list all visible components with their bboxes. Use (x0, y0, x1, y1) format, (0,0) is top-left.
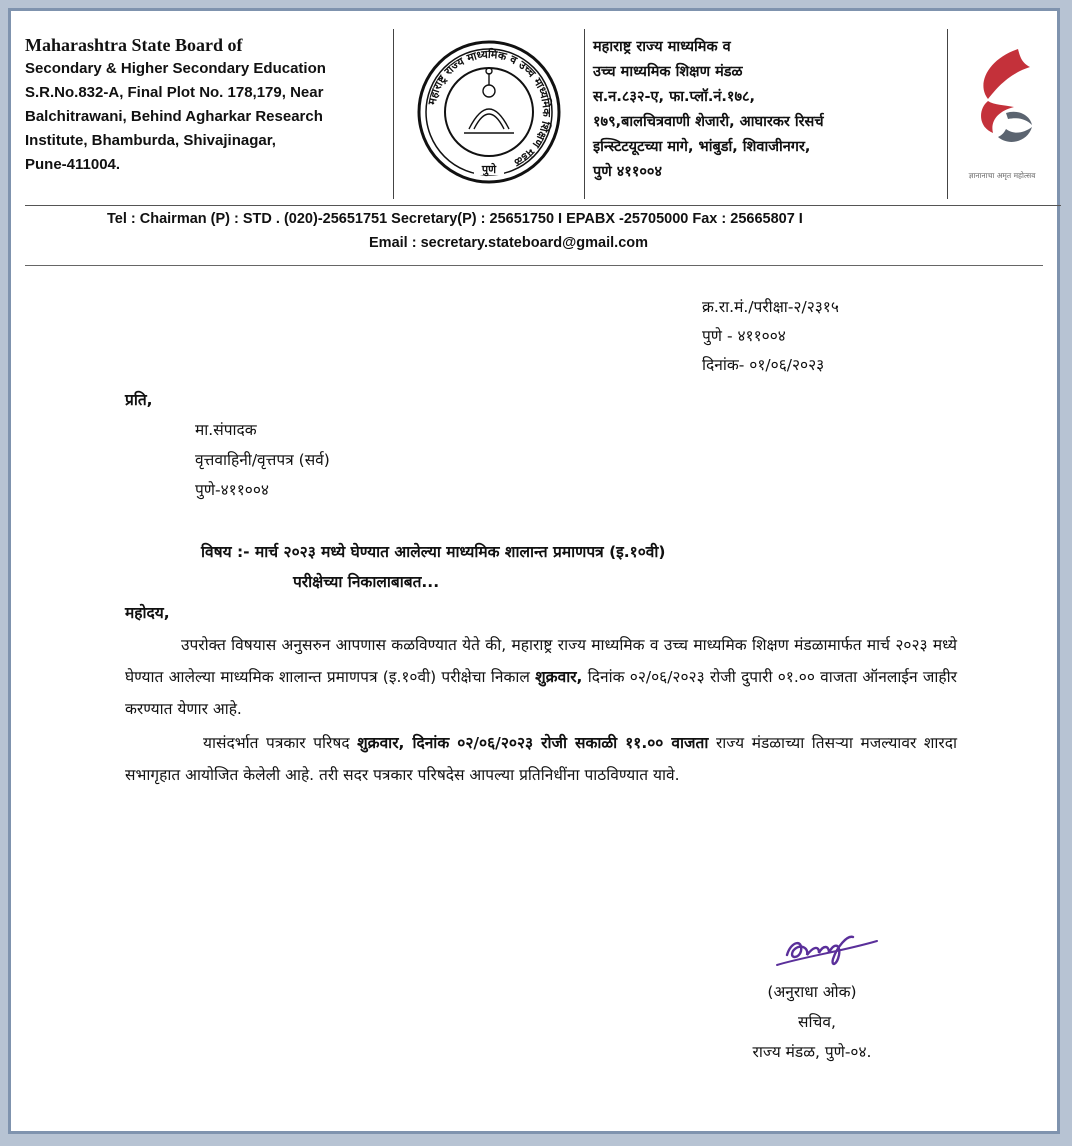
letter-page (17, 17, 1051, 1125)
subject-line: विषय :- मार्च २०२३ मध्ये घेण्यात आलेल्या माध्यमिक शालान्त प्रमाणपत्र (इ.१०वी) (201, 543, 666, 561)
header-divider (25, 265, 1043, 266)
address-line: Balchitrawani, Behind Agharkar Research (25, 108, 323, 125)
body-text: दिनांक ०२/०६/२०२३ रोजी दुपारी ०१.०० वाजता ऑनलाईन जाहीर करण्यात येणार आहे. (125, 668, 957, 718)
document-frame (8, 8, 1060, 1134)
address-line: उच्च माध्यमिक शिक्षण मंडळ (593, 64, 743, 80)
handwritten-signature (773, 921, 883, 977)
english-address (25, 33, 385, 177)
recipient-block (125, 385, 330, 505)
letter-date: दिनांक- ०१/०६/२०२३ (702, 356, 825, 374)
seal-ring-text: महाराष्ट्र राज्य माध्यमिक व उच्च माध्यमिक शिक्षण मंडळ (425, 47, 554, 169)
phone-line: Tel : Chairman (P) : STD . (020)-25651751 Secretary(P) : 25651750 I EPABX -25705000 Fax : 25665807 I (107, 211, 803, 227)
signature-icon (773, 921, 883, 973)
address-line: स.न.८३२-ए, फा.प्लॉ.नं.१७८, (593, 89, 756, 105)
body-text: उपरोक्त विषयास अनुसरुन आपणास कळविण्यात येते की, महाराष्ट्र राज्य माध्यमिक व उच्च माध्यमिक शिक्षण मंडळामार्फत मार्च २०२३ मध्ये घेण्यात आलेल्या माध्यमिक शालान्त प्रमाणपत्र (इ.१०वी) परीक्षेचा निकाल (125, 636, 957, 686)
address-line: पुणे ४११००४ (593, 164, 663, 180)
reference-city: पुणे - ४११००४ (702, 327, 786, 345)
body-text-bold: शुक्रवार, (535, 668, 583, 686)
body-paragraph (125, 727, 957, 791)
jubilee-logo (947, 29, 1056, 199)
recipient-line: वृत्तवाहिनी/वृत्तपत्र (सर्व) (195, 451, 330, 469)
signatory-designation: सचिव, (798, 1013, 836, 1031)
body-text-bold: शुक्रवार, दिनांक ०२/०६/२०२३ रोजी सकाळी ११.०० वाजता (357, 734, 709, 752)
address-line: S.R.No.832-A, Final Plot No. 178,179, Near (25, 84, 324, 101)
recipient-prefix: प्रति, (125, 391, 153, 409)
signatory-name: (अनुराधा ओक) (767, 983, 857, 1001)
subject-block (201, 537, 921, 597)
recipient-line: पुणे-४११००४ (195, 481, 269, 499)
address-line: १७९,बालचित्रवाणी शेजारी, आघारकर रिसर्च (593, 114, 824, 130)
board-seal (393, 29, 585, 199)
reference-block (702, 293, 839, 380)
body-text: राज्य मंडळाच्या तिसऱ्या मजल्यावर शारदा सभागृहात आयोजित केलेली आहे. तरी सदर पत्रकार परिषदेस आपल्या प्रतिनिधींना पाठविण्यात यावे. (125, 734, 957, 784)
signatory-block (727, 977, 897, 1067)
seal-city: पुणे (481, 163, 497, 176)
body-text: यासंदर्भात पत्रकार परिषद (203, 734, 358, 752)
body-paragraph (125, 629, 957, 725)
logo-caption: ज्ञानानाचा अमृत महोत्सव (968, 171, 1036, 180)
letter-body (125, 629, 957, 791)
address-line: Institute, Bhamburda, Shivajinagar, (25, 132, 276, 149)
contact-block (107, 207, 1007, 251)
recipient-line: मा.संपादक (195, 421, 257, 439)
salutation: महोदय, (125, 604, 170, 622)
seal-emblem-icon (394, 29, 584, 199)
marathi-address (593, 35, 943, 185)
email-line: Email : secretary.stateboard@gmail.com (369, 235, 649, 251)
amrit-mahotsav-logo-icon (948, 29, 1056, 169)
signatory-office: राज्य मंडळ, पुणे-०४. (752, 1043, 872, 1061)
board-name-en: Maharashtra State Board of (25, 35, 243, 55)
reference-number: क्र.रा.मं./परीक्षा-२/२३१५ (702, 298, 839, 316)
address-line: महाराष्ट्र राज्य माध्यमिक व (593, 39, 731, 55)
address-line: Pune-411004. (25, 156, 121, 173)
subject-line: परीक्षेच्या निकालाबाबत... (293, 573, 440, 591)
address-line: इन्स्टिटयूटच्या मागे, भांबुर्डा, शिवाजीनगर, (593, 139, 811, 155)
address-line: Secondary & Higher Secondary Education (25, 60, 326, 77)
